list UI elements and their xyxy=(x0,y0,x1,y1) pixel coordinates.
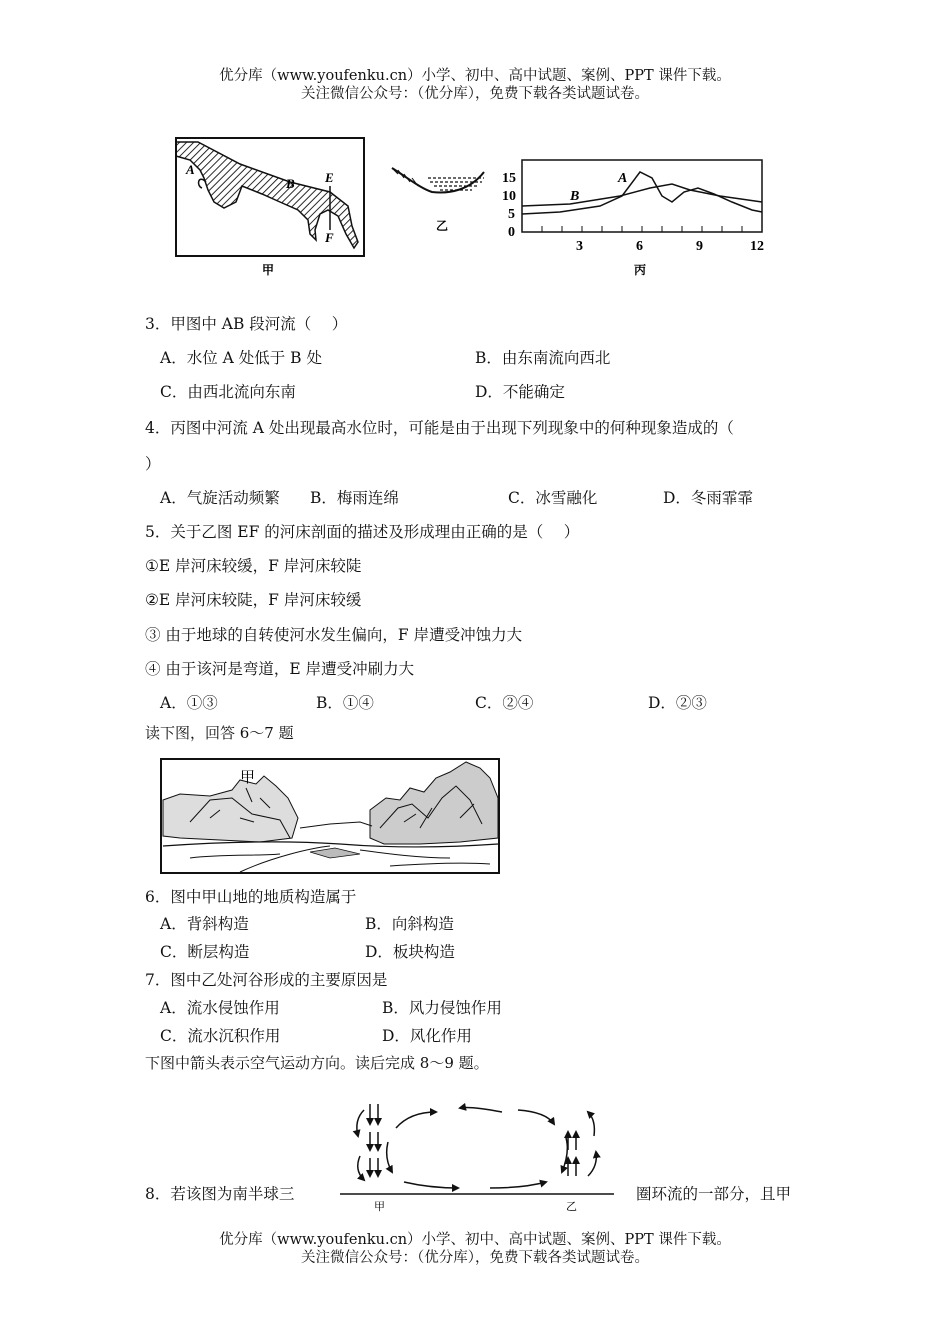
footer-line-2: 关注微信公众号：（优分库），免费下载各类试题试卷。 xyxy=(301,1250,649,1266)
bing-series-a: A xyxy=(618,171,628,186)
bing-caption: 丙 xyxy=(634,263,647,277)
intro-8-9: 下图中箭头表示空气运动方向。读后完成 8～9 题。 xyxy=(145,1054,489,1072)
q3-option-b: B．由东南流向西北 xyxy=(475,349,611,367)
jia-label-e: E xyxy=(325,170,334,185)
bing-ytick-0: 0 xyxy=(508,225,515,240)
bing-ytick-10: 10 xyxy=(502,189,516,204)
q4-option-d: D．冬雨霏霏 xyxy=(663,489,753,507)
header-line-2: 关注微信公众号：（优分库），免费下载各类试题试卷。 xyxy=(301,86,649,102)
bing-ytick-5: 5 xyxy=(508,207,515,222)
figure-landscape xyxy=(160,758,502,876)
bing-xtick-12: 12 xyxy=(750,239,764,254)
figure-yi-cross-section xyxy=(388,160,498,240)
intro-6-7: 读下图，回答 6～7 题 xyxy=(145,724,294,742)
q5-option-b: B．①④ xyxy=(316,694,374,712)
q5-option-c: C．②④ xyxy=(475,694,534,712)
q7-option-d: D．风化作用 xyxy=(382,1027,472,1045)
q3-stem: 3．甲图中 AB 段河流（ ） xyxy=(145,315,348,333)
q7-option-b: B．风力侵蚀作用 xyxy=(382,999,502,1017)
q6-stem: 6．图中甲山地的地质构造属于 xyxy=(145,888,357,906)
q7-option-a: A．流水侵蚀作用 xyxy=(160,999,280,1017)
figure-bing-chart xyxy=(500,150,780,280)
q3-option-a: A．水位 A 处低于 B 处 xyxy=(160,349,322,367)
jia-label-a: A xyxy=(186,162,195,177)
bing-series-b: B xyxy=(570,189,580,204)
bing-xtick-6: 6 xyxy=(636,239,643,254)
q7-stem: 7．图中乙处河谷形成的主要原因是 xyxy=(145,971,388,989)
figure-circulation xyxy=(340,1096,616,1218)
q5-statement-4: ④ 由于该河是弯道，E 岸遭受冲刷力大 xyxy=(145,660,415,678)
q6-option-c: C．断层构造 xyxy=(160,943,250,961)
bing-ytick-15: 15 xyxy=(502,171,516,186)
footer-line-1: 优分库（www.youfenku.cn）小学、初中、高中试题、案例、PPT 课件下载。 xyxy=(219,1232,731,1248)
q8-part-2: 圈环流的一部分，且甲 xyxy=(636,1185,792,1203)
bing-xtick-3: 3 xyxy=(576,239,583,254)
yi-caption: 乙 xyxy=(436,219,449,233)
jia-label-b: B xyxy=(286,176,295,191)
jia-caption: 甲 xyxy=(262,263,275,277)
q5-statement-3: ③ 由于地球的自转使河水发生偏向，F 岸遭受冲蚀力大 xyxy=(145,626,523,644)
q5-stem: 5．关于乙图 EF 的河床剖面的描述及形成理由正确的是（ ） xyxy=(145,523,580,541)
q4-stem-end: ） xyxy=(145,455,161,473)
q4-stem: 4．丙图中河流 A 处出现最高水位时，可能是由于出现下列现象中的何种现象造成的（ xyxy=(145,419,734,437)
q4-option-c: C．冰雪融化 xyxy=(508,489,598,507)
q8-part-1: 8．若该图为南半球三 xyxy=(145,1185,295,1203)
q6-option-d: D．板块构造 xyxy=(365,943,455,961)
q3-option-d: D．不能确定 xyxy=(475,383,565,401)
figure-jia-river-map xyxy=(170,130,370,280)
q7-option-c: C．流水沉积作用 xyxy=(160,1027,281,1045)
q3-option-c: C．由西北流向东南 xyxy=(160,383,296,401)
bing-xtick-9: 9 xyxy=(696,239,703,254)
q6-option-a: A．背斜构造 xyxy=(160,915,249,933)
q5-option-a: A．①③ xyxy=(160,694,218,712)
circulation-label-yi: 乙 xyxy=(566,1201,577,1213)
q5-statement-2: ②E 岸河床较陡，F 岸河床较缓 xyxy=(145,591,362,609)
circulation-label-jia: 甲 xyxy=(374,1201,385,1213)
q5-option-d: D．②③ xyxy=(648,694,707,712)
q6-option-b: B．向斜构造 xyxy=(365,915,454,933)
q4-option-b: B．梅雨连绵 xyxy=(310,489,399,507)
q5-statement-1: ①E 岸河床较缓，F 岸河床较陡 xyxy=(145,557,362,575)
header-line-1: 优分库（www.youfenku.cn）小学、初中、高中试题、案例、PPT 课件下载。 xyxy=(219,68,731,84)
landscape-label-jia: 甲 xyxy=(240,770,256,786)
q4-option-a: A．气旋活动频繁 xyxy=(160,489,280,507)
jia-label-f: F xyxy=(325,230,334,245)
